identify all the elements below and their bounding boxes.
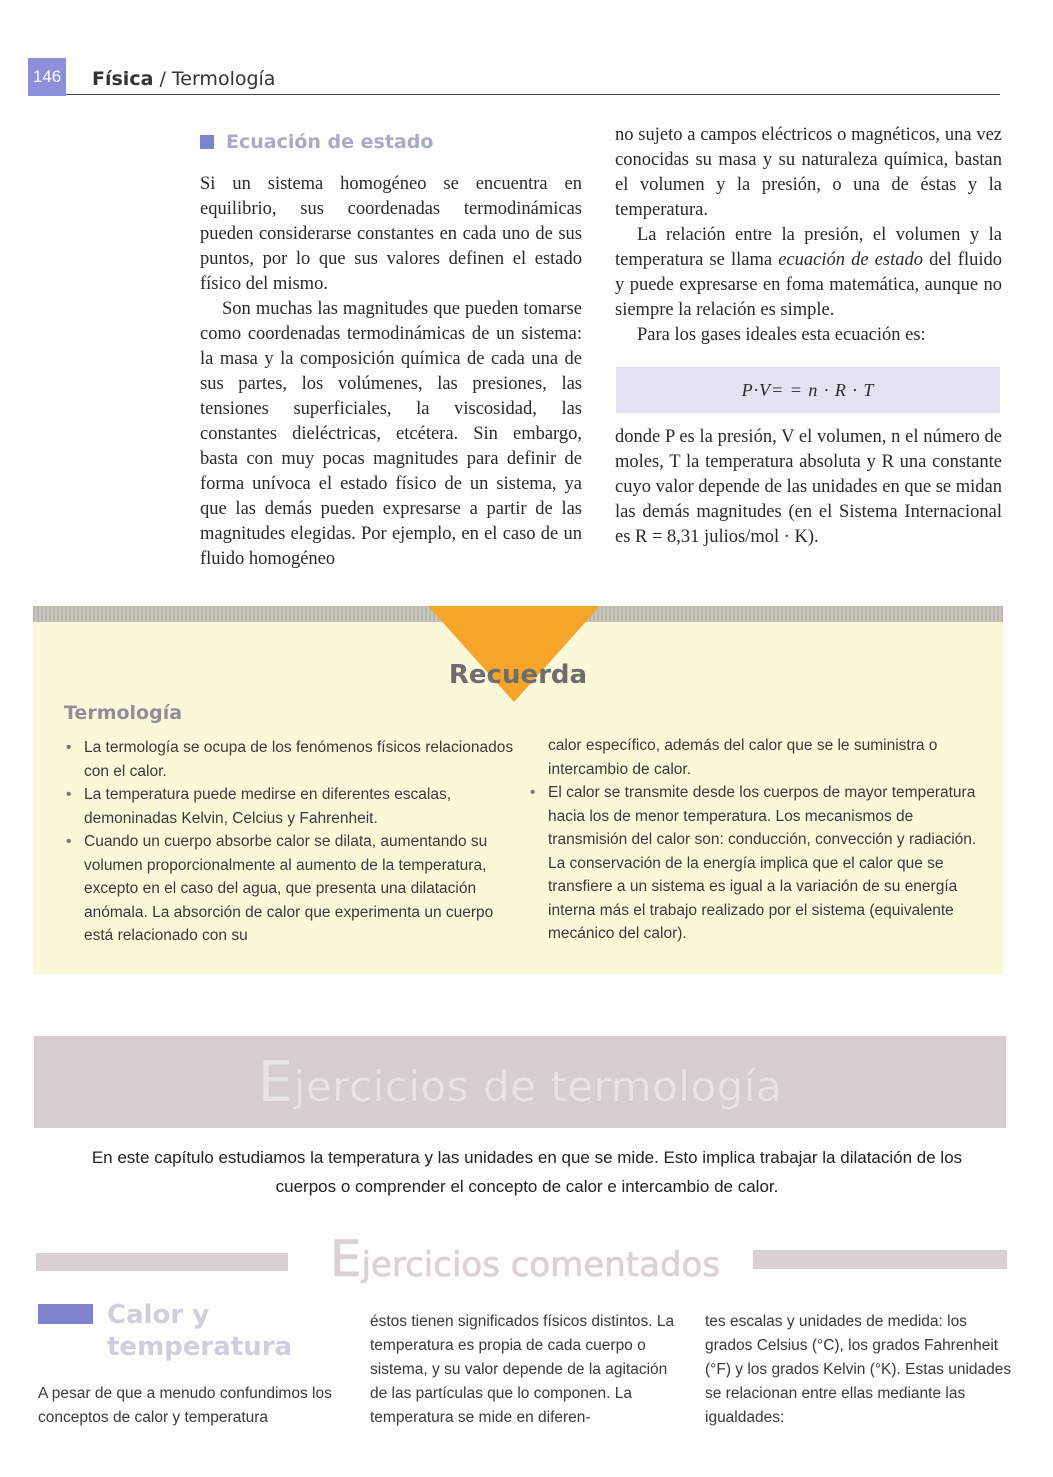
subsection-title-line: Calor y <box>107 1300 210 1330</box>
bullet-list <box>64 736 514 948</box>
recuerda-title: Recuerda <box>448 660 588 690</box>
list-item: • Cuando un cuerpo absorbe calor se dilata, aumentando su volumen proporcionalmente al aumento de la temperatura, excepto en el caso del agua, que presenta una dilatación anómala. La absorción de calor que experimenta un cuerpo está relacionado con su <box>64 830 514 948</box>
subsection-title-line: temperatura <box>107 1332 293 1362</box>
list-item: • El calor se transmite desde los cuerpos de mayor temperatura hacia los de menor temperatura. Los mecanismos de transmisión del calor son: conducción, convección y radiación. La conservación de la energía implica que el calor que se transfiere a un sistema es igual a la variación de su energía interna más el trabajo realizado por el sistema (equivalente mecánico del calor). <box>528 781 978 946</box>
body-column-1 <box>200 172 582 572</box>
text-run: La relación entre la presión, el volumen y la temperatura se llama <box>615 225 1002 270</box>
chapter-intro: En este capítulo estudiamos la temperatura y las unidades en que se mide. Esto implica trabajar la dilatación de los cuerpos o comprender el concepto de calor e intercambio de calor. <box>91 1148 963 1196</box>
paragraph <box>615 223 1002 323</box>
commented-title-text: jercicios comentados <box>361 1245 721 1285</box>
section-title: Ecuación de estado <box>226 131 434 153</box>
body-column-2-continued <box>615 425 1002 550</box>
section-square-icon <box>200 135 214 149</box>
header-rule <box>66 94 1000 95</box>
subsection-square-icon <box>38 1304 93 1324</box>
paragraph: Para los gases ideales esta ecuación es: <box>637 325 926 345</box>
drop-cap: E <box>329 1230 362 1288</box>
paragraph: Si un sistema homogéneo se encuentra en equilibrio, sus coordenadas termodinámicas pueden considerarse constantes en cada uno de sus puntos, por lo que sus valores definen el estado físico del mismo. <box>200 174 582 294</box>
running-header <box>92 68 275 90</box>
page-number: 146 <box>28 58 66 96</box>
header-separator: / <box>153 68 172 90</box>
recuerda-subtitle: Termología <box>64 702 183 724</box>
list-item: • La temperatura puede medirse en diferentes escalas, demoninadas Kelvin, Celcius y Fahrenheit. <box>64 783 514 830</box>
emphasis: ecuación de estado <box>778 250 923 270</box>
list-item-continued: calor específico, además del calor que se le suministra o intercambio de calor. <box>548 737 938 778</box>
subsection-title <box>107 1299 292 1363</box>
bottom-column-1: A pesar de que a menudo confundimos los conceptos de calor y temperatura <box>38 1385 332 1426</box>
text-run: del fluido y puede expresarse en foma matemática, aunque no siempre la relación es simple. <box>615 250 1002 320</box>
book-title: Física <box>92 68 154 90</box>
bullet-list <box>528 781 978 946</box>
paragraph: donde P es la presión, V el volumen, n el número de moles, T la temperatura absoluta y R una constante cuyo valor depende de las unidades en que se midan las demás magnitudes (en el Sistema Internacional es R = 8,31 julios/mol · K). <box>615 427 1002 547</box>
list-item: • La termología se ocupa de los fenómenos físicos relacionados con el calor. <box>64 736 514 783</box>
divider-bar-right <box>753 1250 1007 1269</box>
paragraph: Son muchas las magnitudes que pueden tomarse como coordenadas termodinámicas de un sistema: la masa y la composición química de cada una de sus partes, los volúmenes, las presiones, las tensiones superficiales, la viscosidad, las constantes dieléctricas, etcétera. Sin embargo, basta con muy pocas magnitudes para definir de forma unívoca el estado físico de un sistema, ya que las demás pueden expresarse a partir de las magnitudes elegidas. Por ejemplo, en el caso de un fluido homogéneo <box>200 299 582 569</box>
chapter-title: Termología <box>171 68 276 90</box>
bottom-column-3: tes escalas y unidades de medida: los grados Celsius (°C), los grados Fahrenheit (°F) y los grados Kelvin (°K). Estas unidades se relacionan entre ellas mediante las igualdades: <box>705 1313 1012 1426</box>
recuerda-column-1 <box>64 736 514 948</box>
bottom-column-2: éstos tienen significados físicos distintos. La temperatura es propia de cada cuerpo o sistema, y su valor depende de la agitación de las partículas que lo componen. La temperatura se mide en diferen- <box>370 1313 675 1426</box>
divider-bar-left <box>36 1253 288 1271</box>
banner-title-text: jercicios de termología <box>293 1062 783 1111</box>
formula-box: P·V= = n · R · T <box>616 367 1000 413</box>
exercises-banner-title <box>34 1050 1006 1115</box>
recuerda-column-2 <box>528 734 978 946</box>
paragraph: no sujeto a campos eléctricos o magnéticos, una vez conocidas su masa y su naturaleza química, bastan el volumen y la presión, o una de éstas y la temperatura. <box>615 125 1002 220</box>
drop-cap: E <box>257 1050 294 1115</box>
section-heading <box>200 131 433 153</box>
body-column-2 <box>615 123 1002 348</box>
commented-exercises-title <box>310 1230 740 1288</box>
